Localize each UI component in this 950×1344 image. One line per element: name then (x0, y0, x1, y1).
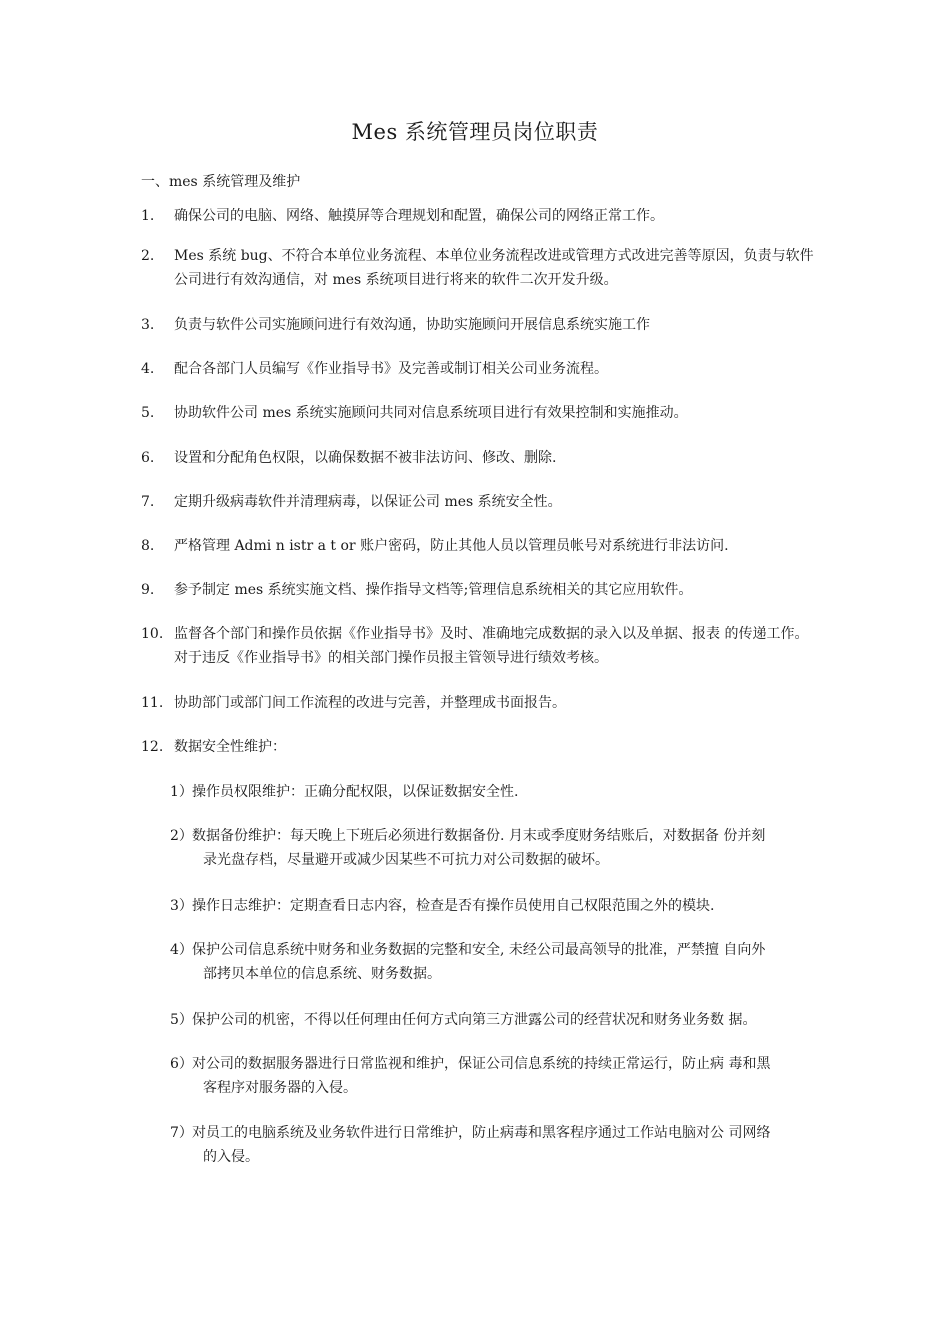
item-number: 10. (141, 626, 164, 642)
item-text: 协助软件公司 mes 系统实施顾问共同对信息系统项目进行有效果控制和实施推动。 (174, 405, 688, 421)
item-text: 监督各个部门和操作员依据《作业指导书》及时、准确地完成数据的录入以及单据、报表 的传递工作。对于违反《作业指导书》的相关部门操作员报主管领导进行绩效考核。 (174, 626, 809, 666)
item-text: 配合各部门人员编写《作业指导书》及完善或制订相关公司业务流程。 (174, 361, 608, 377)
item-text: 负责与软件公司实施顾问进行有效沟通，协助实施顾问开展信息系统实施工作 (174, 317, 650, 333)
sub-item-line2: 客程序对服务器的入侵。 (203, 1080, 357, 1096)
sub-item-number: 2） (170, 828, 193, 844)
sub-item-line1: 保护公司的机密，不得以任何理由任何方式向第三方泄露公司的经营状况和财务业务数 据。 (192, 1012, 757, 1028)
item-number: 2. (141, 248, 155, 264)
item-text: 协助部门或部门间工作流程的改进与完善，并整理成书面报告。 (174, 695, 566, 711)
list-item (141, 735, 821, 759)
sub-item-number: 1） (170, 784, 193, 800)
item-number: 6. (141, 450, 155, 466)
sub-list-item (170, 824, 820, 872)
list-item (141, 534, 821, 558)
item-number: 11. (141, 695, 164, 711)
sub-item-line2: 的入侵。 (203, 1149, 259, 1165)
sub-list-item (170, 1121, 820, 1169)
sub-item-line1: 保护公司信息系统中财务和业务数据的完整和安全, 未经公司最高领导的批准，严禁擅 自向外 (192, 942, 766, 958)
sub-item-number: 5） (170, 1012, 193, 1028)
item-number: 12. (141, 739, 164, 755)
list-item (141, 691, 821, 715)
list-item (141, 578, 821, 602)
list-item (141, 401, 821, 425)
list-item (141, 622, 821, 670)
sub-item-line1: 对员工的电脑系统及业务软件进行日常维护，防止病毒和黑客程序通过工作站电脑对公 司网络 (192, 1125, 771, 1141)
sub-item-line1: 对公司的数据服务器进行日常监视和维护，保证公司信息系统的持续正常运行，防止病 毒和黑 (192, 1056, 771, 1072)
item-text: 设置和分配角色权限，以确保数据不被非法访问、修改、删除. (174, 450, 557, 466)
sub-item-number: 6） (170, 1056, 193, 1072)
item-number: 4. (141, 361, 155, 377)
item-text: Mes 系统 bug、不符合本单位业务流程、本单位业务流程改进或管理方式改进完善等原因，负责与软件公司进行有效沟通信，对 mes 系统项目进行将来的软件二次开发升级。 (174, 248, 814, 288)
item-number: 3. (141, 317, 155, 333)
item-text: 确保公司的电脑、网络、触摸屏等合理规划和配置，确保公司的网络正常工作。 (174, 208, 664, 224)
list-item (141, 244, 821, 292)
item-number: 7. (141, 494, 155, 510)
list-item (141, 313, 821, 337)
sub-item-line2: 录光盘存档，尽量避开或减少因某些不可抗力对公司数据的破坏。 (203, 852, 609, 868)
item-text: 定期升级病毒软件并清理病毒，以保证公司 mes 系统安全性。 (174, 494, 562, 510)
sub-item-line2: 部拷贝本单位的信息系统、财务数据。 (203, 966, 441, 982)
item-number: 8. (141, 538, 155, 554)
list-item (141, 204, 821, 228)
item-number: 9. (141, 582, 155, 598)
sub-list-item (170, 938, 820, 986)
item-number: 1. (141, 208, 155, 224)
sub-list-item (170, 1052, 820, 1100)
item-number: 5. (141, 405, 155, 421)
document-title: Mes 系统管理员岗位职责 (351, 120, 599, 144)
list-item (141, 490, 821, 514)
sub-item-line1: 操作员权限维护：正确分配权限，以保证数据安全性. (192, 784, 519, 800)
list-item (141, 357, 821, 381)
sub-item-number: 7） (170, 1125, 193, 1141)
section-heading: 一、mes 系统管理及维护 (141, 174, 301, 190)
sub-item-number: 3） (170, 898, 193, 914)
sub-item-line1: 操作日志维护：定期查看日志内容，检查是否有操作员使用自己权限范围之外的模块. (192, 898, 715, 914)
item-text: 参予制定 mes 系统实施文档、操作指导文档等;管理信息系统相关的其它应用软件。 (174, 582, 693, 598)
item-text: 严格管理 Admi n istr a t or 账户密码，防止其他人员以管理员帐号对系统进行非法访问. (174, 538, 729, 554)
sub-item-line1: 数据备份维护：每天晚上下班后必须进行数据备份. 月末或季度财务结账后，对数据备 份并刻 (192, 828, 766, 844)
list-item (141, 446, 821, 470)
sub-item-number: 4） (170, 942, 193, 958)
item-text: 数据安全性维护： (174, 739, 286, 755)
